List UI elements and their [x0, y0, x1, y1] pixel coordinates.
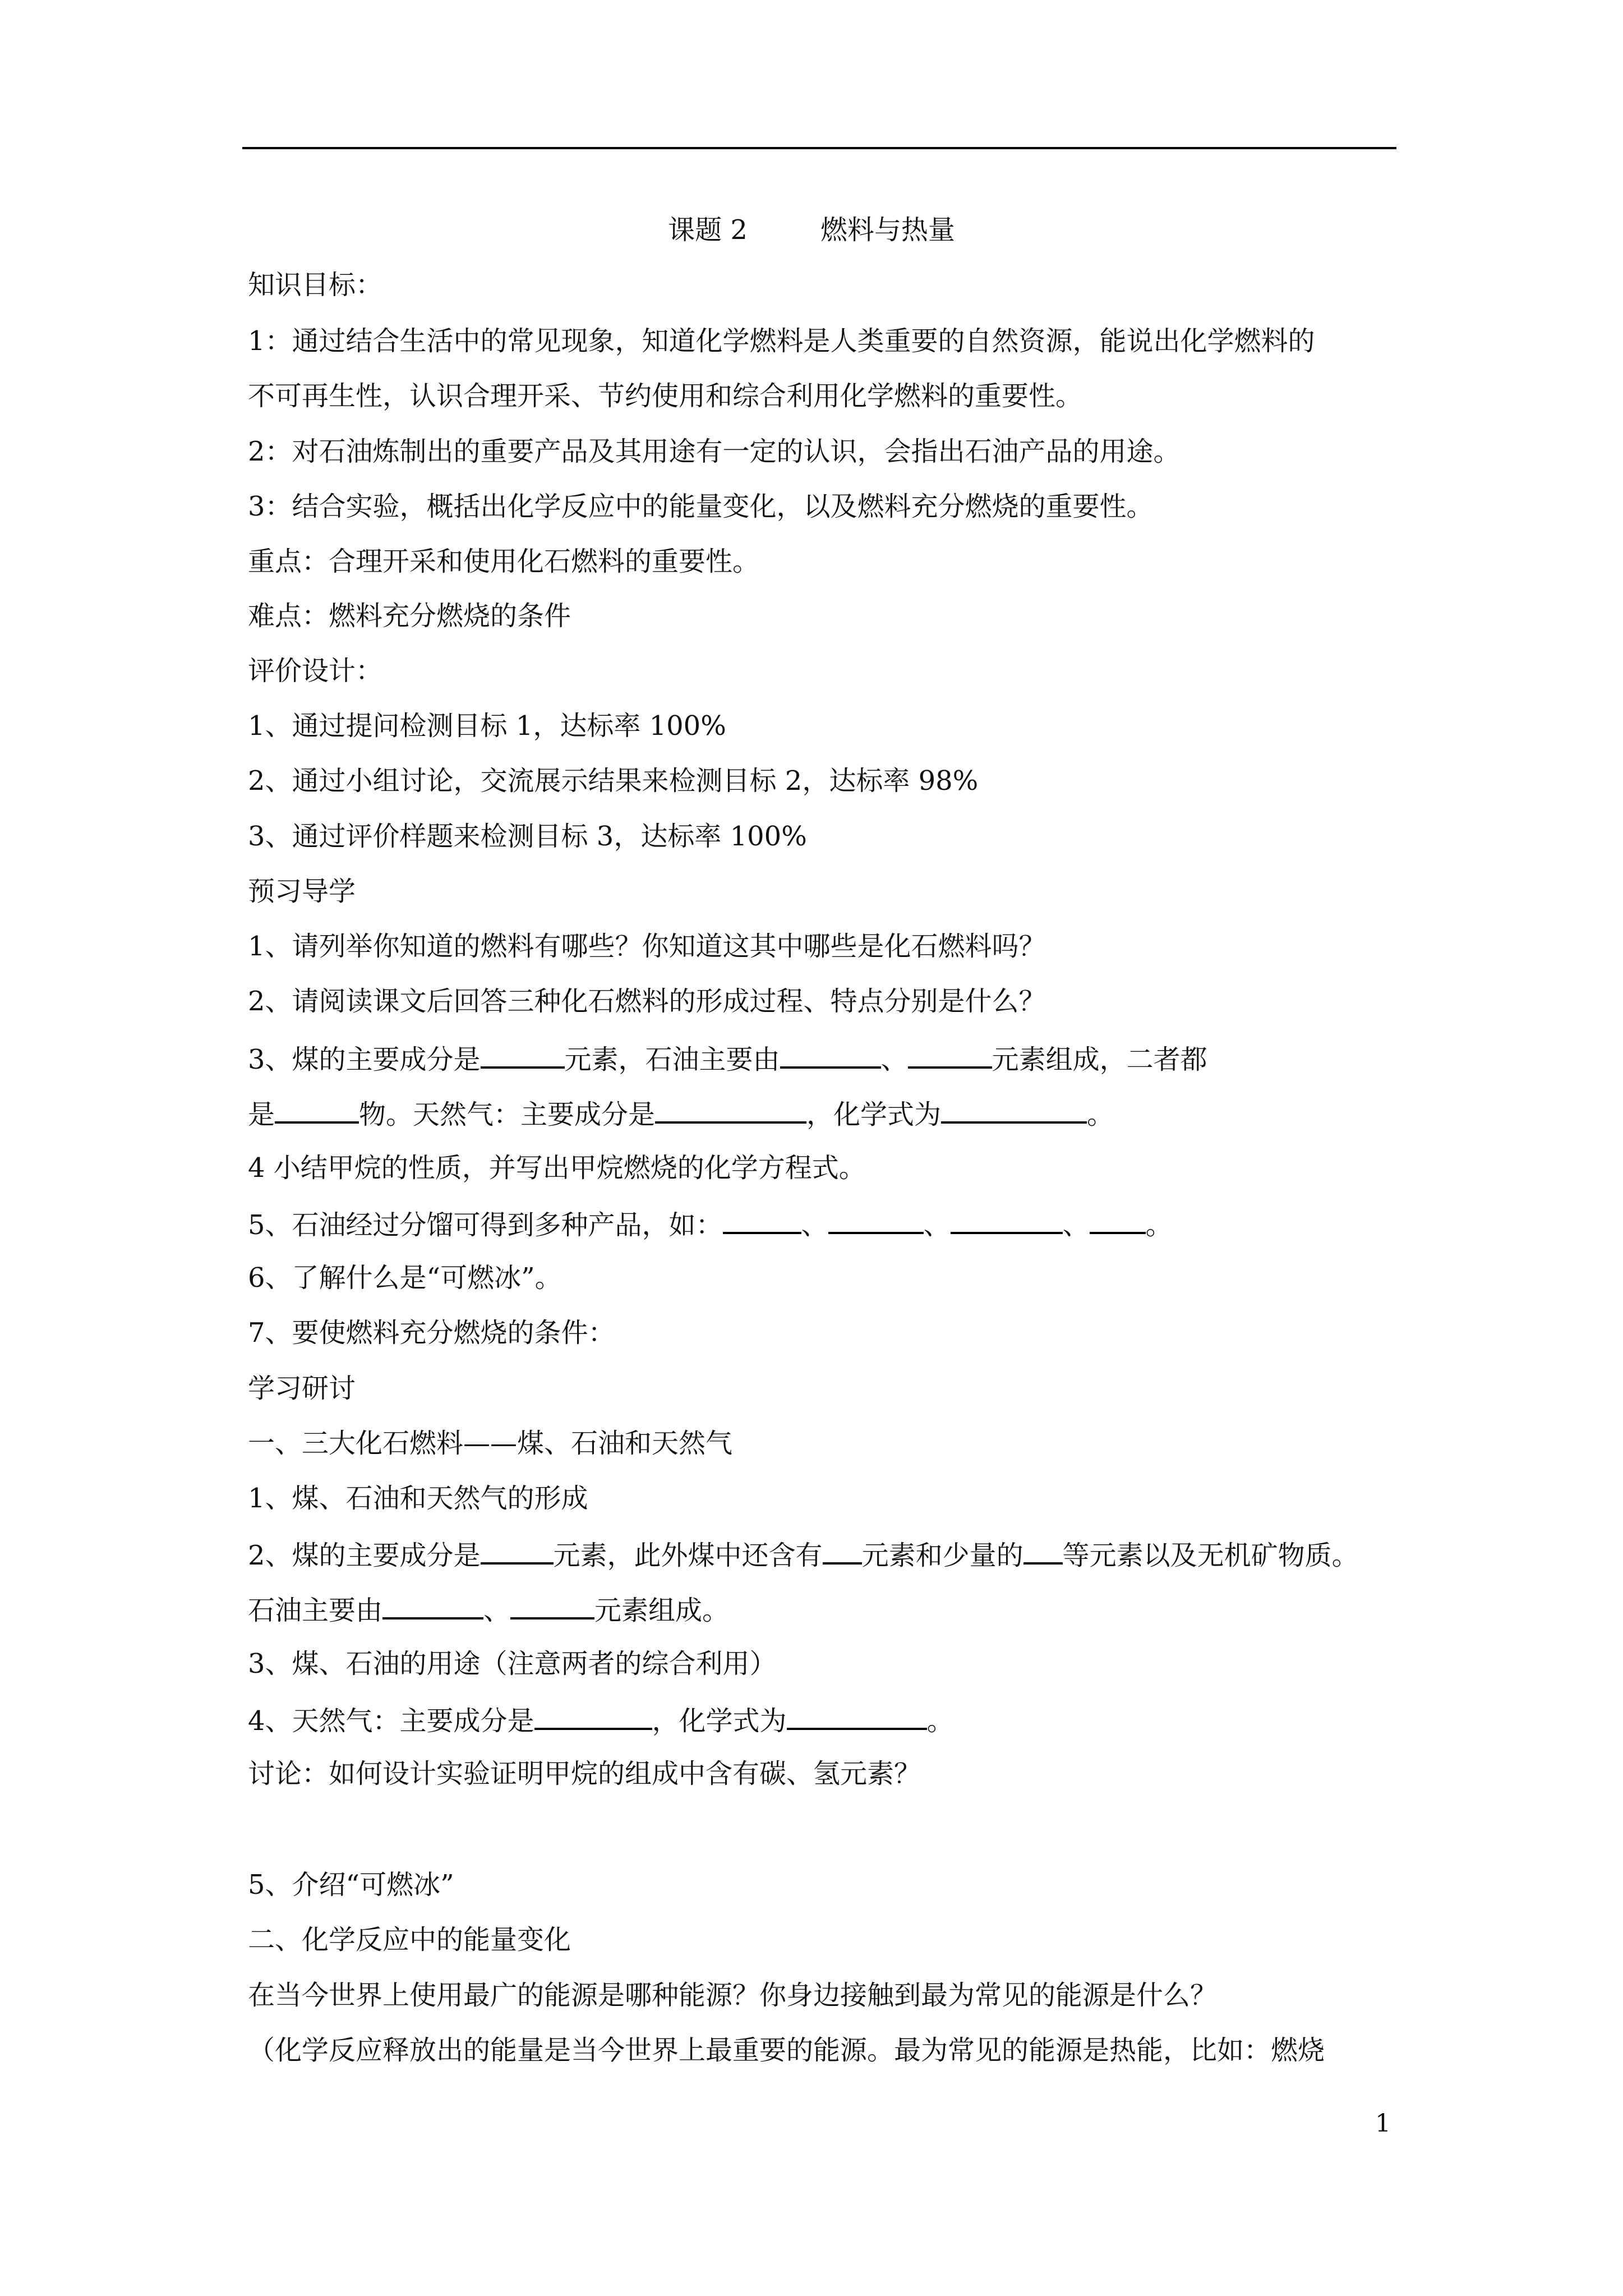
text-line: （化学反应释放出的能量是当今世界上最重要的能源。最为常见的能源是热能，比如：燃烧 [248, 2035, 1325, 2066]
text-line: 3、煤、石油的用途（注意两者的综合利用） [248, 1648, 777, 1680]
text-line: 不可再生性，认识合理开采、节约使用和综合利用化学燃料的重要性。 [248, 380, 1083, 412]
text-line: 1、煤、石油和天然气的形成 [248, 1483, 588, 1514]
text-line: 讨论：如何设计实验证明甲烷的组成中含有碳、氢元素？ [248, 1758, 921, 1789]
text-line: 2、请阅读课文后回答三种化石燃料的形成过程、特点分别是什么？ [248, 986, 1046, 1017]
answer-blank[interactable] [275, 1096, 359, 1124]
text-line: 难点：燃料充分燃烧的条件 [248, 600, 571, 632]
answer-blank[interactable] [723, 1206, 801, 1234]
fill-blank-line: 5、石油经过分馏可得到多种产品，如： 、 、 、 。 [248, 1206, 1616, 1242]
answer-blank[interactable] [941, 1096, 1087, 1124]
section-heading: 学习研讨 [248, 1373, 356, 1404]
text-line: 4 小结甲烷的性质，并写出甲烷燃烧的化学方程式。 [248, 1152, 866, 1184]
text-line: 7、要使燃料充分燃烧的条件： [248, 1317, 615, 1349]
text-line: 3、通过评价样题来检测目标 3，达标率 100% [248, 821, 807, 852]
text-line: 重点：合理开采和使用化石燃料的重要性。 [248, 546, 760, 577]
fill-blank-line: 2、煤的主要成分是 元素，此外煤中还含有 元素和少量的 等元素以及无机矿物质。 [248, 1536, 1616, 1572]
answer-blank[interactable] [780, 1041, 881, 1069]
section-heading: 预习导学 [248, 876, 356, 907]
section-heading: 知识目标： [248, 269, 383, 301]
text-line: 1、请列举你知道的燃料有哪些？你知道这其中哪些是化石燃料吗？ [248, 931, 1046, 962]
answer-blank[interactable] [1090, 1206, 1146, 1234]
header-rule [242, 147, 1396, 149]
answer-blank[interactable] [481, 1536, 554, 1565]
answer-blank[interactable] [655, 1096, 806, 1124]
section-heading: 二、化学反应中的能量变化 [248, 1924, 571, 1955]
text-line: 2：对石油炼制出的重要产品及其用途有一定的认识，会指出石油产品的用途。 [248, 436, 1181, 467]
text-line: 在当今世界上使用最广的能源是哪种能源？你身边接触到最为常见的能源是什么？ [248, 1980, 1218, 2011]
text-line: 1、通过提问检测目标 1，达标率 100% [248, 710, 726, 742]
text-line: 1：通过结合生活中的常见现象，知道化学燃料是人类重要的自然资源，能说出化学燃料的 [248, 325, 1315, 357]
page-title [0, 213, 1623, 247]
answer-blank[interactable] [908, 1041, 992, 1069]
text-line: 一、三大化石燃料——煤、石油和天然气 [248, 1428, 733, 1459]
answer-blank[interactable] [787, 1702, 927, 1730]
text-line: 3：结合实验，概括出化学反应中的能量变化，以及燃料充分燃烧的重要性。 [248, 491, 1154, 522]
answer-blank[interactable] [1023, 1536, 1063, 1565]
fill-blank-line: 石油主要由 、 元素组成。 [248, 1591, 1616, 1627]
text-line: 5、介绍“可燃冰” [248, 1869, 454, 1901]
answer-blank[interactable] [823, 1536, 862, 1565]
lesson-topic: 燃料与热量 [820, 214, 955, 246]
answer-blank[interactable] [481, 1041, 565, 1069]
section-heading: 评价设计： [248, 655, 383, 687]
text-line: 6、了解什么是“可燃冰”。 [248, 1262, 562, 1294]
answer-blank[interactable] [534, 1702, 652, 1730]
fill-blank-line: 是 物。天然气：主要成分是 ，化学式为 。 [248, 1096, 1616, 1131]
text-line: 2、通过小组讨论，交流展示结果来检测目标 2，达标率 98% [248, 765, 979, 797]
answer-blank[interactable] [510, 1591, 594, 1619]
lesson-number: 课题 2 [668, 214, 748, 246]
fill-blank-line: 3、煤的主要成分是 元素，石油主要由 、 元素组成，二者都 [248, 1041, 1616, 1076]
page-number: 1 [1375, 2109, 1391, 2138]
answer-blank[interactable] [828, 1206, 924, 1234]
fill-blank-line: 4、天然气：主要成分是 ，化学式为 。 [248, 1702, 1616, 1738]
answer-blank[interactable] [382, 1591, 483, 1619]
answer-blank[interactable] [951, 1206, 1063, 1234]
